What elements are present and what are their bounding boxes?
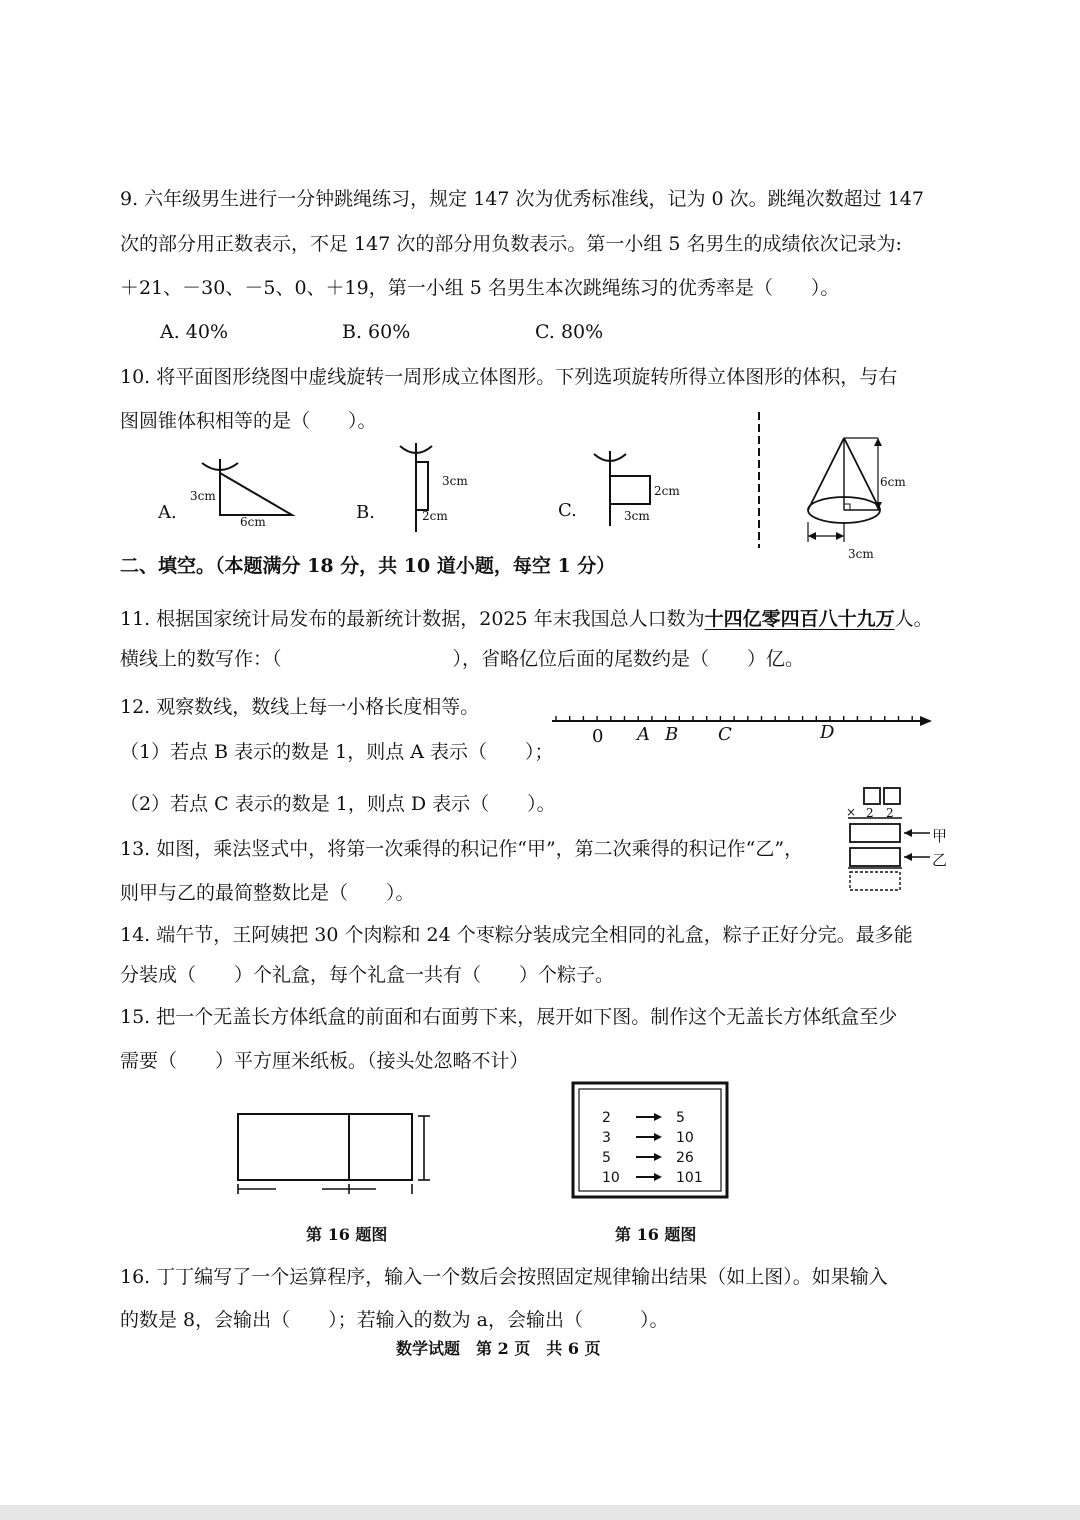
q9-line2: 次的部分用正数表示，不足 147 次的部分用负数表示。第一小组 5 名男生的成绩依次记录为: <box>120 233 902 255</box>
q10-line1: 10. 将平面图形绕图中虚线旋转一周形成立体图形。下列选项旋转所得立体图形的体积，与右 <box>120 366 898 388</box>
q16-arrow-head <box>654 1113 662 1121</box>
q16-arrows <box>630 1105 680 1185</box>
q10-cone-figure <box>800 430 910 560</box>
q10-cone-radius-label: 3cm <box>848 547 874 561</box>
q11-line2: 横线上的数写作：（ ），省略亿位后面的尾数约是（ ）亿。 <box>120 648 805 670</box>
q16-input-value: 3 <box>602 1130 611 1146</box>
q16-output-value: 26 <box>676 1150 694 1166</box>
q13-multiplier-digit-1: 2 <box>866 806 874 820</box>
q12-number-line <box>548 708 938 734</box>
q16-input-value: 10 <box>602 1170 620 1186</box>
q11-line1-suffix: 人。 <box>894 608 933 630</box>
q16-line1: 16. 丁丁编写了一个运算程序，输入一个数后会按照固定规律输出结果（如上图）。如果输入 <box>120 1266 888 1288</box>
q10-c-width-label: 3cm <box>624 509 650 523</box>
q11-line1 <box>120 610 933 629</box>
q16-arrow-head <box>654 1153 662 1161</box>
q12-zero-label: 0 <box>592 726 604 747</box>
q9-option-b: B. 60% <box>342 321 411 343</box>
scan-bottom-edge <box>0 1505 1080 1520</box>
q9-option-c: C. 80% <box>535 321 604 343</box>
q13-yi-label: 乙 <box>932 851 948 869</box>
q16-input-value: 5 <box>602 1150 611 1166</box>
q16-output-value: 5 <box>676 1110 685 1126</box>
q15-unfolded-box-figure <box>232 1108 437 1198</box>
q10-line2: 图圆锥体积相等的是（ ）。 <box>120 410 377 432</box>
q16-output-value: 101 <box>676 1170 703 1186</box>
q13-line1: 13. 如图，乘法竖式中，将第一次乘得的积记作“甲”，第二次乘得的积记作“乙”， <box>120 838 804 860</box>
q13-times-sign: × <box>846 805 857 819</box>
q16-figure-caption: 第 16 题图 <box>615 1225 697 1244</box>
q10-a-height-label: 3cm <box>190 489 216 503</box>
q14-line2: 分装成（ ）个礼盒，每个礼盒一共有（ ）个粽子。 <box>120 964 615 986</box>
q15-line2: 需要（ ）平方厘米纸板。（接头处忽略不计） <box>120 1050 529 1072</box>
q10-c-height-label: 2cm <box>654 484 680 498</box>
q16-line2: 的数是 8，会输出（ ）；若输入的数为 a，会输出（ ）。 <box>120 1309 669 1331</box>
section2-heading: 二、填空。（本题满分 18 分，共 10 道小题，每空 1 分） <box>120 555 616 577</box>
q12-part1: （1）若点 B 表示的数是 1，则点 A 表示（ ）； <box>120 741 554 763</box>
q15-figure-caption: 第 16 题图 <box>306 1225 388 1244</box>
q10-b-height-label: 3cm <box>442 474 468 488</box>
q12-point-d-label: D <box>820 722 835 743</box>
q10-b-width-label: 2cm <box>422 509 448 523</box>
q10-a-base-label: 6cm <box>240 515 266 529</box>
q9-line3: ＋21、－30、－5、0、＋19，第一小组 5 名男生本次跳绳练习的优秀率是（ ）。 <box>120 277 840 299</box>
q16-output-value: 10 <box>676 1130 694 1146</box>
q10-a-letter: A. <box>158 502 177 523</box>
q10-cone-height-label: 6cm <box>880 475 906 489</box>
page-footer: 数学试题 第 2 页 共 6 页 <box>396 1339 601 1358</box>
q16-input-value: 2 <box>602 1110 611 1126</box>
q13-multiplier-digit-2: 2 <box>886 806 894 820</box>
q10-c-letter: C. <box>558 500 577 521</box>
q14-line1: 14. 端午节，王阿姨把 30 个肉粽和 24 个枣粽分装成完全相同的礼盒，粽子正好分完。最多能 <box>120 924 913 946</box>
q10-separator-dashed-line <box>754 410 764 550</box>
q12-stem: 12. 观察数线，数线上每一小格长度相等。 <box>120 696 480 718</box>
q16-arrow-head <box>654 1173 662 1181</box>
q12-part2: （2）若点 C 表示的数是 1，则点 D 表示（ ）。 <box>120 793 556 815</box>
q12-point-c-label: C <box>718 724 732 745</box>
q12-axis-arrow <box>920 716 932 726</box>
q9-line1: 9. 六年级男生进行一分钟跳绳练习，规定 147 次为优秀标准线，记为 0 次。跳绳次数超过 147 <box>120 188 924 210</box>
q11-line1-prefix: 11. 根据国家统计局发布的最新统计数据，2025 年末我国总人口数为 <box>120 608 705 630</box>
q12-point-a-label: A <box>637 724 650 745</box>
q9-option-a: A. 40% <box>160 321 229 343</box>
q11-underlined-number: 十四亿零四百八十九万 <box>704 608 895 630</box>
q10-b-letter: B. <box>356 502 375 523</box>
q15-line1: 15. 把一个无盖长方体纸盒的前面和右面剪下来，展开如下图。制作这个无盖长方体纸盒至少 <box>120 1006 898 1028</box>
q16-arrow-head <box>654 1133 662 1141</box>
q12-point-b-label: B <box>665 724 679 745</box>
q13-jia-label: 甲 <box>932 827 948 845</box>
q13-line2: 则甲与乙的最简整数比是（ ）。 <box>120 882 415 904</box>
